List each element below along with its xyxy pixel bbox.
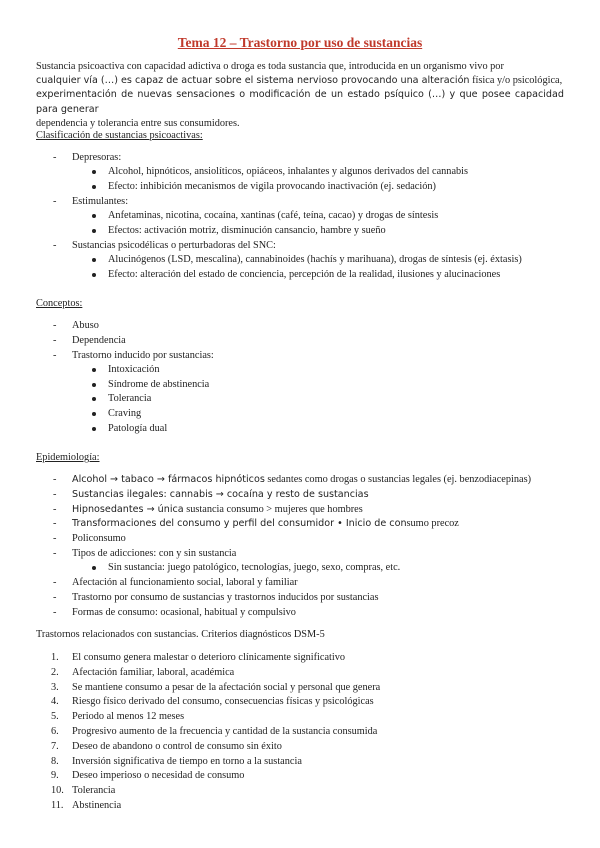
- concepts-heading: Conceptos:: [36, 298, 83, 309]
- page-title: Tema 12 – Trastorno por uso de sustancias: [177, 35, 423, 50]
- criteria-item: [36, 784, 576, 799]
- criteria-number: 11.: [51, 799, 64, 811]
- list-item: Efecto: alteración del estado de conciencia, percepción de la realidad, ilusiones y alucinaciones: [36, 268, 576, 283]
- criteria-item: [36, 666, 576, 681]
- criteria-number: 10.: [51, 785, 64, 797]
- criteria-item: [36, 755, 576, 770]
- list-item: Tolerancia: [36, 392, 576, 407]
- criteria-text: Deseo imperioso o necesidad de consumo: [72, 770, 245, 782]
- epidemiology-heading: Epidemiología:: [36, 452, 100, 463]
- criteria-text: Riesgo físico derivado del consumo, consecuencias físicas y psicológicas: [72, 696, 374, 708]
- dsm-heading: Trastornos relacionados con sustancias. Criterios diagnósticos DSM-5: [36, 629, 325, 640]
- list-item: - Trastorno por consumo de sustancias y trastornos inducidos por sustancias: [53, 591, 379, 603]
- list-item: Craving: [36, 407, 576, 422]
- list-item: - Sustancias ilegales: cannabis → cocaína y resto de sustancias: [53, 488, 369, 500]
- dsm-criteria-list: [36, 651, 576, 814]
- list-item: Sin sustancia: juego patológico, tecnologías, juego, sexo, compras, etc.: [36, 561, 576, 576]
- concepts-list: [36, 319, 576, 437]
- list-item: Alucinógenos (LSD, mescalina), cannabinoides (hachís y marihuana), drogas de síntesis (ej. éxtasis): [36, 253, 576, 268]
- list-item: - Sustancias psicodélicas o perturbadoras del SNC: Alucinógenos (LSD, mescalina), cannabinoides (hachís y marihuana), drogas de síntesis (ej. éxtasis) Efecto: alteración del estado de conciencia, percepción de la realidad, ilusiones y alucinaciones: [36, 239, 576, 283]
- criteria-text: Abstinencia: [72, 799, 122, 811]
- criteria-item: [36, 681, 576, 696]
- criteria-text: Afectación familiar, laboral, académica: [72, 666, 235, 678]
- epidemiology-list: [36, 473, 576, 620]
- criteria-item: [36, 740, 576, 755]
- intro-line-3b: y que posee capacidad para generar: [36, 89, 564, 115]
- list-item: - Dependencia: [53, 334, 126, 346]
- list-item: - Formas de consumo: ocasional, habitual y compulsivo: [53, 606, 296, 618]
- list-item: - Transformaciones del consumo y perfil del consumidor • Inicio de consumo precoz: [53, 518, 459, 530]
- criteria-text: Periodo al menos 12 meses: [72, 711, 185, 723]
- criteria-text: Se mantiene consumo a pesar de la afectación social y personal que genera: [72, 681, 381, 693]
- list-item: Anfetaminas, nicotina, cocaína, xantinas (café, teína, cacao) y drogas de síntesis: [36, 209, 576, 224]
- criteria-item: [36, 725, 576, 740]
- criteria-number: 9.: [51, 770, 59, 782]
- list-item: Intoxicación: [36, 363, 576, 378]
- criteria-item: [36, 799, 576, 814]
- list-item: Efecto: inhibición mecanismos de vigila provocando inactivación (ej. sedación): [36, 180, 576, 195]
- list-item: - Hipnosedantes → única sustancia consumo > mujeres que hombres: [53, 503, 363, 515]
- criteria-text: Tolerancia: [72, 785, 116, 797]
- criteria-text: El consumo genera malestar o deterioro clínicamente significativo: [72, 652, 346, 663]
- list-item: Patología dual: [36, 422, 576, 437]
- list-item: Efectos: activación motriz, disminución cansancio, hambre y sueño: [36, 224, 576, 239]
- list-item: - Afectación al funcionamiento social, laboral y familiar: [53, 576, 298, 588]
- list-item: - Depresoras: Alcohol, hipnóticos, ansiolíticos, opiáceos, inhalantes y algunos derivados del cannabis Efecto: inhibición mecanismos de vigila provocando inactivación (ej. sedación): [36, 151, 576, 195]
- criteria-number: 6.: [51, 725, 59, 737]
- intro-line-2a: cualquier vía (…) es capaz de actuar sobre el sistema nervioso provocando una alteración: [36, 75, 470, 87]
- criteria-number: 7.: [51, 740, 59, 752]
- classification-heading: Clasificación de sustancias psicoactivas:: [36, 130, 203, 141]
- criteria-item: [36, 710, 576, 725]
- list-item: - Abuso: [53, 320, 99, 331]
- intro-line-1: Sustancia psicoactiva con capacidad adictiva o droga es toda sustancia que, introducida en un organismo vivo por: [36, 61, 504, 72]
- criteria-number: 2.: [51, 666, 59, 678]
- criteria-text: Deseo de abandono o control de consumo sin éxito: [72, 740, 282, 752]
- intro-line-4: dependencia y tolerancia entre sus consumidores.: [36, 117, 240, 129]
- criteria-text: Inversión significativa de tiempo en torno a la sustancia: [72, 755, 302, 767]
- intro-paragraph: [36, 60, 564, 131]
- criteria-number: 1.: [51, 652, 59, 663]
- criteria-number: 8.: [51, 755, 59, 767]
- intro-line-3a: experimentación de nuevas sensaciones o modificación de un estado psíquico (…): [36, 89, 446, 101]
- list-item: - Tipos de adicciones: con y sin sustancia Sin sustancia: juego patológico, tecnologías, juego, sexo, compras, etc.: [36, 547, 576, 576]
- intro-line-2b: física y/o psicológica,: [469, 75, 563, 87]
- list-item: - Estimulantes: Anfetaminas, nicotina, cocaína, xantinas (café, teína, cacao) y drogas de síntesis Efectos: activación motriz, disminución cansancio, hambre y sueño: [36, 195, 576, 239]
- criteria-number: 4.: [51, 696, 59, 708]
- criteria-number: 5.: [51, 711, 59, 723]
- list-item: Alcohol, hipnóticos, ansiolíticos, opiáceos, inhalantes y algunos derivados del cannabis: [36, 165, 576, 180]
- criteria-item: [36, 769, 576, 784]
- list-item: - Alcohol → tabaco → fármacos hipnóticos sedantes como drogas o sustancias legales (ej. benzodiacepinas): [53, 474, 532, 485]
- list-item: Síndrome de abstinencia: [36, 378, 576, 393]
- criteria-number: 3.: [51, 681, 59, 693]
- criteria-item: [36, 695, 576, 710]
- list-item: - Policonsumo: [53, 533, 126, 545]
- criteria-item: [36, 651, 576, 666]
- criteria-text: Progresivo aumento de la frecuencia y cantidad de la sustancia consumida: [72, 725, 378, 737]
- list-item: - Trastorno inducido por sustancias: Intoxicación Síndrome de abstinencia Tolerancia Craving Patología dual: [36, 349, 576, 437]
- classification-list: [36, 151, 576, 282]
